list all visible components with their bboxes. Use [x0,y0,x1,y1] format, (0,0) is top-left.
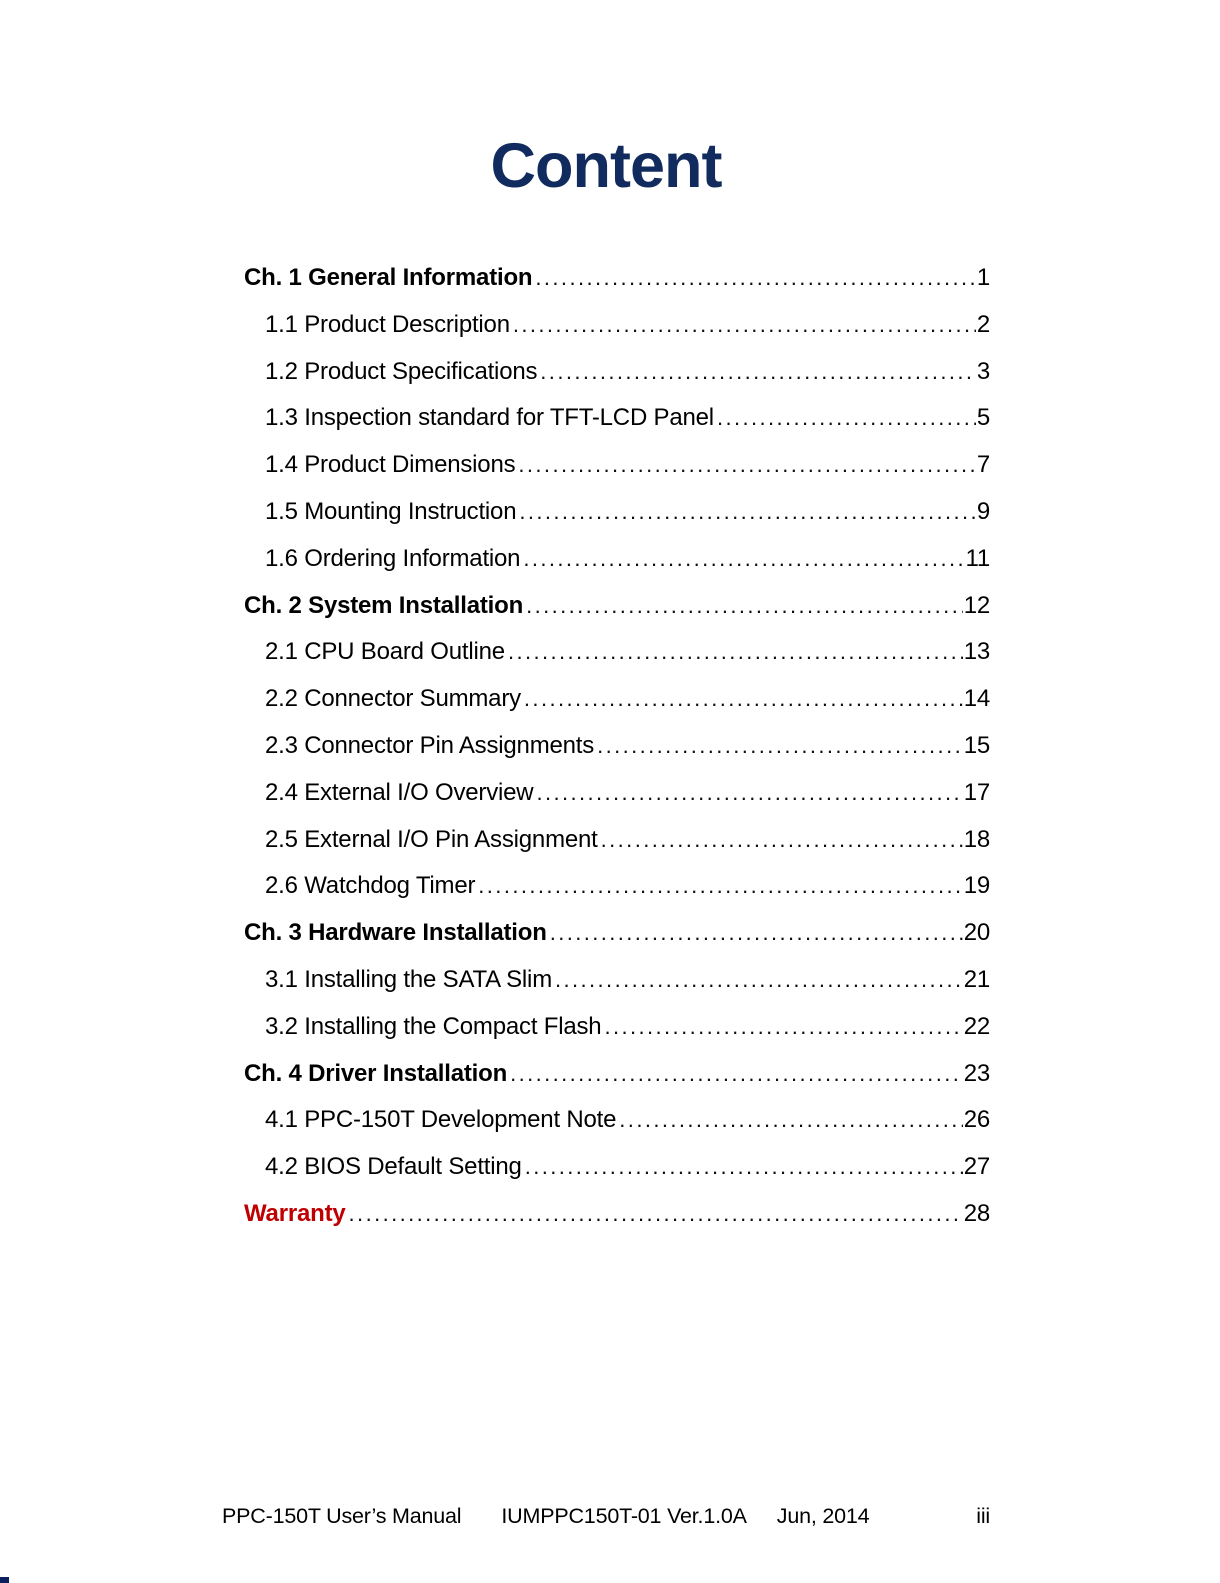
toc-leader-dots [717,404,976,432]
toc-leader-dots [526,592,963,620]
toc-leader-dots [508,638,963,666]
toc-entry[interactable] [244,581,990,628]
toc-entry-label: 1.5 Mounting Instruction [265,497,517,525]
toc-entry-label: 2.6 Watchdog Timer [265,872,476,900]
toc-leader-dots [555,966,963,994]
toc-entry-page-number: 21 [963,965,990,993]
toc-entry-label: 1.4 Product Dimensions [265,451,516,479]
toc-leader-dots [513,311,976,339]
footer-page-number: iii [976,1504,990,1528]
toc-entry-label: 1.6 Ordering Information [265,544,521,572]
toc-entry-label: 1.3 Inspection standard for TFT-LCD Panel [265,404,714,432]
toc-entry-page-number: 27 [963,1153,990,1181]
toc-entry-label: 3.1 Installing the SATA Slim [265,965,552,993]
toc-entry-page-number: 17 [963,778,990,806]
toc-leader-dots [525,1153,963,1181]
toc-entry-page-number: 15 [963,731,990,759]
toc-entry-label: 2.1 CPU Board Outline [265,638,505,666]
toc-entry-label: Ch. 2 System Installation [244,591,524,619]
toc-leader-dots [519,498,975,526]
toc-leader-dots [540,358,976,386]
toc-entry-page-number: 1 [976,264,990,291]
toc-entry-page-number: 11 [965,544,990,572]
table-of-contents [244,253,990,1236]
toc-leader-dots [536,779,962,807]
toc-entry[interactable] [244,393,990,440]
toc-entry-page-number: 2 [976,310,990,338]
toc-entry[interactable] [244,534,990,581]
toc-entry-label: Warranty [244,1199,346,1227]
footer [222,1504,990,1529]
toc-entry-label: 1.1 Product Description [265,310,510,338]
toc-leader-dots [349,1200,963,1228]
toc-entry[interactable] [244,815,990,862]
toc-entry-label: 1.2 Product Specifications [265,357,538,385]
toc-entry-page-number: 9 [976,497,990,525]
toc-entry-label: Ch. 1 General Information [244,264,533,291]
toc-entry-page-number: 19 [963,872,990,900]
page-title: Content [490,131,722,201]
toc-entry-page-number: 5 [976,404,990,432]
toc-entry[interactable] [244,861,990,908]
toc-leader-dots [619,1106,962,1134]
toc-entry-page-number: 18 [963,825,990,853]
toc-entry[interactable] [244,487,990,534]
toc-entry-page-number: 13 [963,638,990,666]
toc-entry[interactable] [244,1095,990,1142]
toc-entry[interactable] [244,440,990,487]
toc-leader-dots [597,732,963,760]
corner-print-artifact [0,1577,9,1583]
toc-entry[interactable] [244,1189,990,1236]
toc-entry-page-number: 23 [963,1059,990,1087]
toc-entry-label: 2.4 External I/O Overview [265,778,534,806]
toc-entry-label: 4.2 BIOS Default Setting [265,1153,522,1181]
toc-entry-page-number: 26 [963,1106,990,1134]
toc-entry[interactable] [244,1049,990,1096]
toc-leader-dots [518,451,975,479]
toc-entry-page-number: 7 [976,451,990,479]
toc-entry[interactable] [244,347,990,394]
toc-leader-dots [523,545,964,573]
toc-entry[interactable] [244,674,990,721]
toc-entry[interactable] [244,768,990,815]
toc-leader-dots [604,1013,962,1041]
toc-entry[interactable] [244,1142,990,1189]
toc-entry-page-number: 28 [963,1199,990,1227]
toc-entry[interactable] [244,1002,990,1049]
toc-entry-page-number: 12 [963,591,990,619]
toc-entry[interactable] [244,908,990,955]
footer-manual-name: PPC-150T User’s Manual [222,1504,462,1528]
toc-entry[interactable] [244,253,990,300]
toc-leader-dots [550,919,963,947]
toc-entry[interactable] [244,721,990,768]
toc-entry-page-number: 22 [963,1012,990,1040]
toc-leader-dots [478,872,962,900]
toc-entry-label: 4.1 PPC-150T Development Note [265,1106,617,1134]
toc-entry-label: 3.2 Installing the Compact Flash [265,1012,602,1040]
toc-entry-page-number: 14 [963,685,990,713]
toc-entry-label: 2.2 Connector Summary [265,685,521,713]
toc-entry-label: 2.3 Connector Pin Assignments [265,731,595,759]
toc-entry[interactable] [244,627,990,674]
toc-entry-label: 2.5 External I/O Pin Assignment [265,825,598,853]
toc-leader-dots [524,685,963,713]
footer-doc-code: IUMPPC150T-01 Ver.1.0A [501,1504,747,1528]
toc-leader-dots [535,264,975,292]
toc-entry[interactable] [244,955,990,1002]
toc-entry-label: Ch. 4 Driver Installation [244,1059,508,1087]
toc-entry[interactable] [244,300,990,347]
toc-leader-dots [601,826,963,854]
toc-entry-page-number: 20 [963,919,990,947]
footer-date: Jun, 2014 [776,1504,870,1528]
toc-leader-dots [510,1060,963,1088]
toc-entry-label: Ch. 3 Hardware Installation [244,919,547,947]
toc-entry-page-number: 3 [976,357,990,385]
